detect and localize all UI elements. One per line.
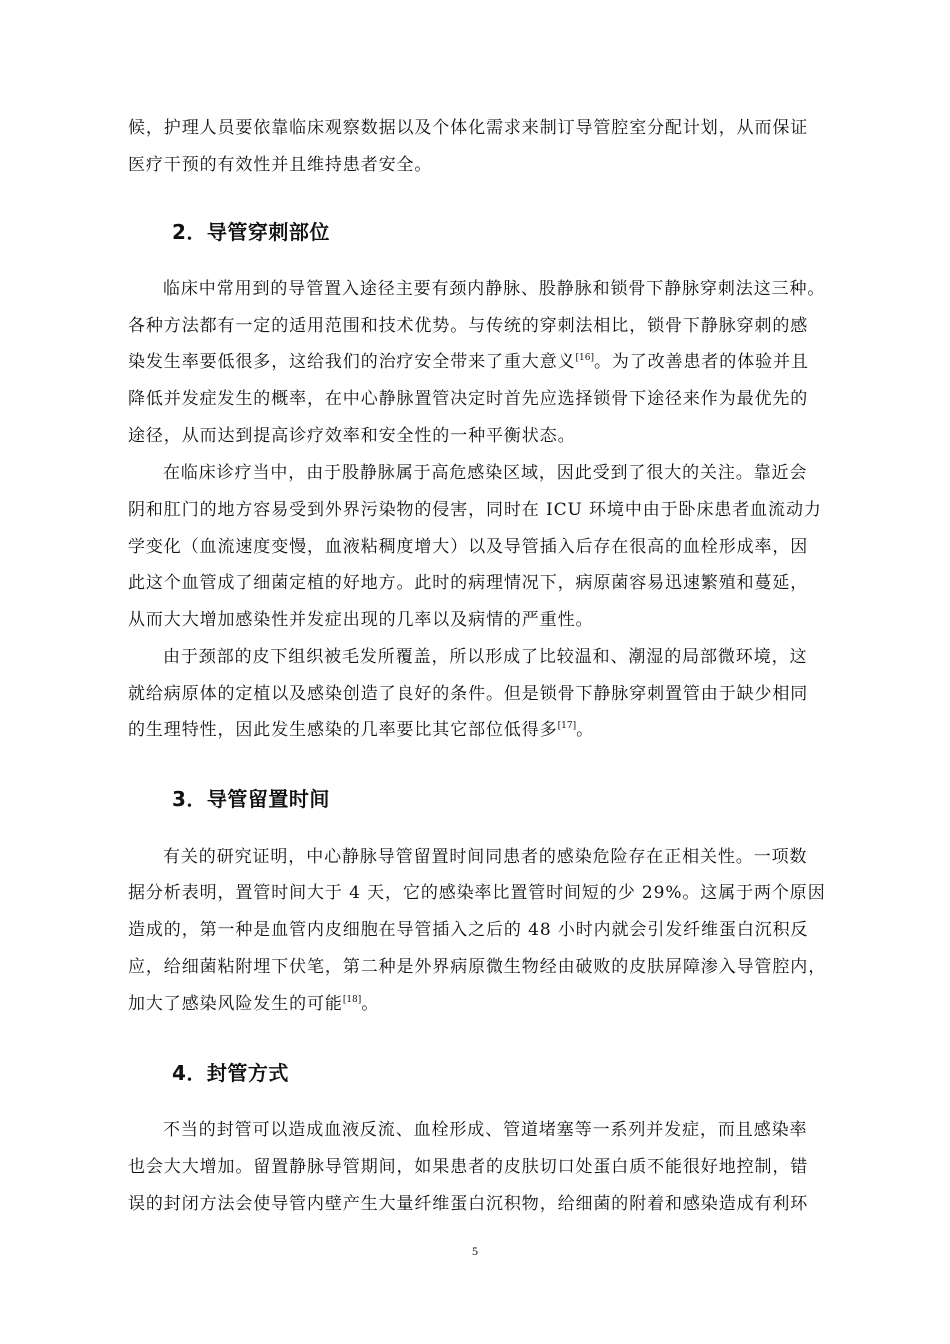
paragraph-line: 降低并发症发生的概率，在中心静脉置管决定时首先应选择锁骨下途径来作为最优先的: [128, 389, 809, 409]
citation-ref: [16]: [575, 353, 594, 363]
paragraph-line: 临床中常用到的导管置入途径主要有颈内静脉、股静脉和锁骨下静脉穿刺法这三种。: [163, 279, 826, 299]
paragraph-line: 据分析表明，置管时间大于 4 天，它的感染率比置管时间短的少 29%。这属于两个原因: [128, 883, 826, 903]
paragraph-line: 各种方法都有一定的适用范围和技术优势。与传统的穿刺法相比，锁骨下静脉穿刺的感: [128, 316, 809, 336]
paragraph-line: 不当的封管可以造成血液反流、血栓形成、管道堵塞等一系列并发症，而且感染率: [163, 1120, 808, 1140]
citation-ref: [17]: [557, 721, 577, 731]
paragraph-line: [128, 350, 868, 374]
text-run: 的生理特性，因此发生感染的几率要比其它部位低得多: [128, 720, 558, 740]
paragraph-line: 学变化（血流速度变慢，血液粘稠度增大）以及导管插入后存在很高的血栓形成率，因: [128, 537, 809, 557]
paragraph-line: 也会大大增加。留置静脉导管期间，如果患者的皮肤切口处蛋白质不能很好地控制，错: [128, 1157, 809, 1177]
section-heading-4: 4．封管方式: [172, 1061, 289, 1085]
paragraph-line: 有关的研究证明，中心静脉导管留置时间同患者的感染危险存在正相关性。一项数: [163, 847, 808, 867]
paragraph-line: 造成的，第一种是血管内皮细胞在导管插入之后的 48 小时内就会引发纤维蛋白沉积反: [128, 920, 809, 940]
paragraph-line: 由于颈部的皮下组织被毛发所覆盖，所以形成了比较温和、潮湿的局部微环境，这: [163, 647, 808, 667]
section-heading-2: 2．导管穿刺部位: [172, 220, 330, 244]
paragraph-line: 候，护理人员要依靠临床观察数据以及个体化需求来制订导管腔室分配计划，从而保证: [128, 118, 809, 138]
paragraph-line: 应，给细菌粘附埋下伏笔，第二种是外界病原微生物经由破败的皮肤屏障渗入导管腔内，: [128, 957, 827, 977]
text-run: 染发生率要低很多，这给我们的治疗安全带来了重大意义: [128, 352, 576, 372]
paragraph-line: 在临床诊疗当中，由于股静脉属于高危感染区域，因此受到了很大的关注。靠近会: [163, 463, 808, 483]
paragraph-line: 途径，从而达到提高诊疗效率和安全性的一种平衡状态。: [128, 426, 576, 446]
text-run: 加大了感染风险发生的可能: [128, 994, 343, 1014]
paragraph-line: 此这个血管成了细菌定植的好地方。此时的病理情况下，病原菌容易迅速繁殖和蔓延，: [128, 573, 809, 593]
paragraph-line: 误的封闭方法会使导管内壁产生大量纤维蛋白沉积物，给细菌的附着和感染造成有利环: [128, 1194, 809, 1214]
citation-ref: [18]: [342, 995, 362, 1005]
paragraph-line: [128, 992, 868, 1016]
section-heading-3: 3．导管留置时间: [172, 787, 330, 811]
page-number: 5: [472, 1244, 478, 1258]
text-run: 。为了改善患者的体验并且: [593, 352, 809, 372]
paragraph-line: 医疗干预的有效性并且维持患者安全。: [128, 155, 433, 175]
text-run: 。: [576, 720, 594, 740]
text-run: 。: [361, 994, 380, 1014]
paragraph-line: [128, 718, 868, 742]
paragraph-line: 就给病原体的定植以及感染创造了良好的条件。但是锁骨下静脉穿刺置管由于缺少相同: [128, 684, 809, 704]
paragraph-line: 阴和肛门的地方容易受到外界污染物的侵害，同时在 ICU 环境中由于卧床患者血流动力: [128, 500, 822, 520]
paragraph-line: 从而大大增加感染性并发症出现的几率以及病情的严重性。: [128, 610, 594, 630]
